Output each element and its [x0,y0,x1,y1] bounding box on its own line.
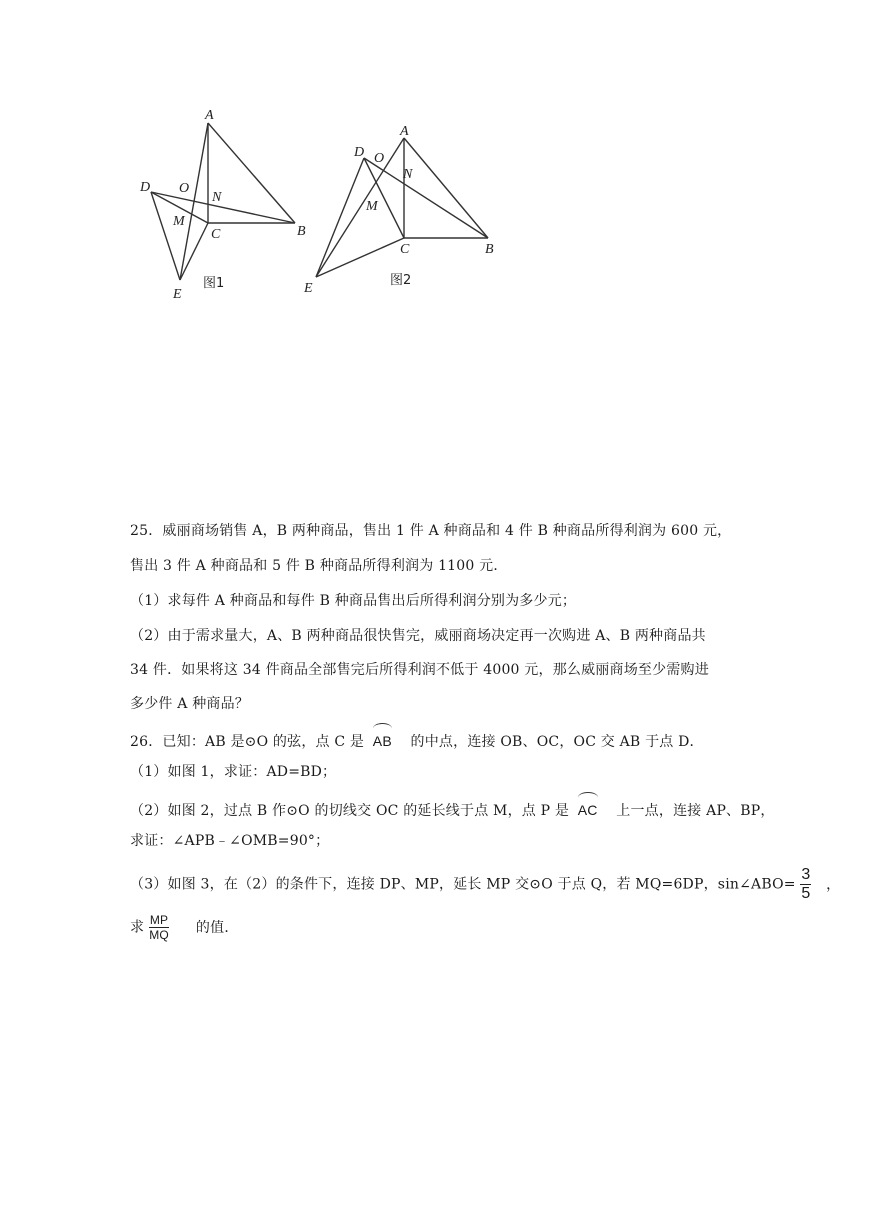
q26-line-2: （1）如图 1，求证：AD=BD； [130,764,337,780]
fig1-label-D: D [140,180,151,195]
figure-1 [135,105,325,309]
fraction-mp-mq-denominator: MQ [149,928,169,942]
q26-line-1-a: 26．已知：AB 是⊙O 的弦，点 C 是 [130,734,365,750]
q25-line-3: （1）求每件 A 种商品和每件 B 种商品售出后所得利润分别为多少元； [130,593,577,609]
fig2-label-E: E [304,281,313,296]
fig1-label-O: O [179,181,190,196]
fig1-label-N: N [212,190,222,205]
fig1-label-A: A [205,108,214,123]
figure-2-diagram [300,120,500,300]
q25-line-5: 34 件．如果将这 34 件商品全部售完后所得利润不低于 4000 元，那么威丽商场至少需购进 [130,662,709,678]
q25-line-1: 25．威丽商场销售 A，B 两种商品，售出 1 件 A 种商品和 4 件 B 种商品所得利润为 600 元， [130,523,732,539]
q26-line-3-a: （2）如图 2，过点 B 作⊙O 的切线交 OC 的延长线于点 M，点 P 是 [130,803,570,819]
q26-line-6-b: 的值． [195,919,239,936]
q25-line-6: 多少件 A 种商品？ [130,696,250,712]
fraction-3-5-denominator: 5 [801,885,811,902]
q26-line-5-b: ， [826,876,841,893]
arc-ab: AB [373,726,392,752]
fig1-label-E: E [173,287,182,302]
fig1-label-B: B [297,224,306,239]
fraction-3-5-numerator: 3 [801,866,811,883]
q26-line-6 [130,913,239,942]
q26-line-1 [130,726,704,753]
fig2-caption: 图2 [390,273,412,288]
fig2-label-A: A [400,124,409,139]
figure-1-diagram [135,105,325,305]
q26-line-3-b: 上一点，连接 AP、BP， [616,803,775,819]
q26-line-3 [130,795,775,822]
q26-line-5 [130,866,840,903]
fig2-label-D: D [354,145,365,160]
fig2-label-B: B [485,242,494,257]
q25-line-2: 售出 3 件 A 种商品和 5 件 B 种商品所得利润为 1100 元． [130,558,508,574]
fig1-label-M: M [173,214,185,229]
fig1-caption: 图1 [203,276,225,291]
fraction-3-5 [800,866,811,903]
fig2-label-O: O [374,151,385,166]
fig2-label-N: N [403,167,413,182]
q26-line-5-a: （3）如图 3，在（2）的条件下，连接 DP、MP，延长 MP 交⊙O 于点 Q，若 MQ=6DP，sin∠ABO= [130,876,796,893]
q26-line-4: 求证：∠APB﹣∠OMB=90°； [130,833,330,849]
fig2-label-M: M [366,199,378,214]
arc-ac: AC [578,795,598,821]
q26-line-6-a: 求 [130,919,145,936]
fraction-mp-mq [149,913,169,942]
q25-line-4: （2）由于需求量大，A、B 两种商品很快售完，威丽商场决定再一次购进 A、B 两种商品共 [130,628,706,644]
fraction-mp-mq-numerator: MP [149,913,169,927]
q26-line-1-b: 的中点，连接 OB、OC，OC 交 AB 于点 D． [410,734,704,750]
fig1-label-C: C [211,227,221,242]
fig2-label-C: C [400,242,410,257]
figure-2 [300,120,500,304]
